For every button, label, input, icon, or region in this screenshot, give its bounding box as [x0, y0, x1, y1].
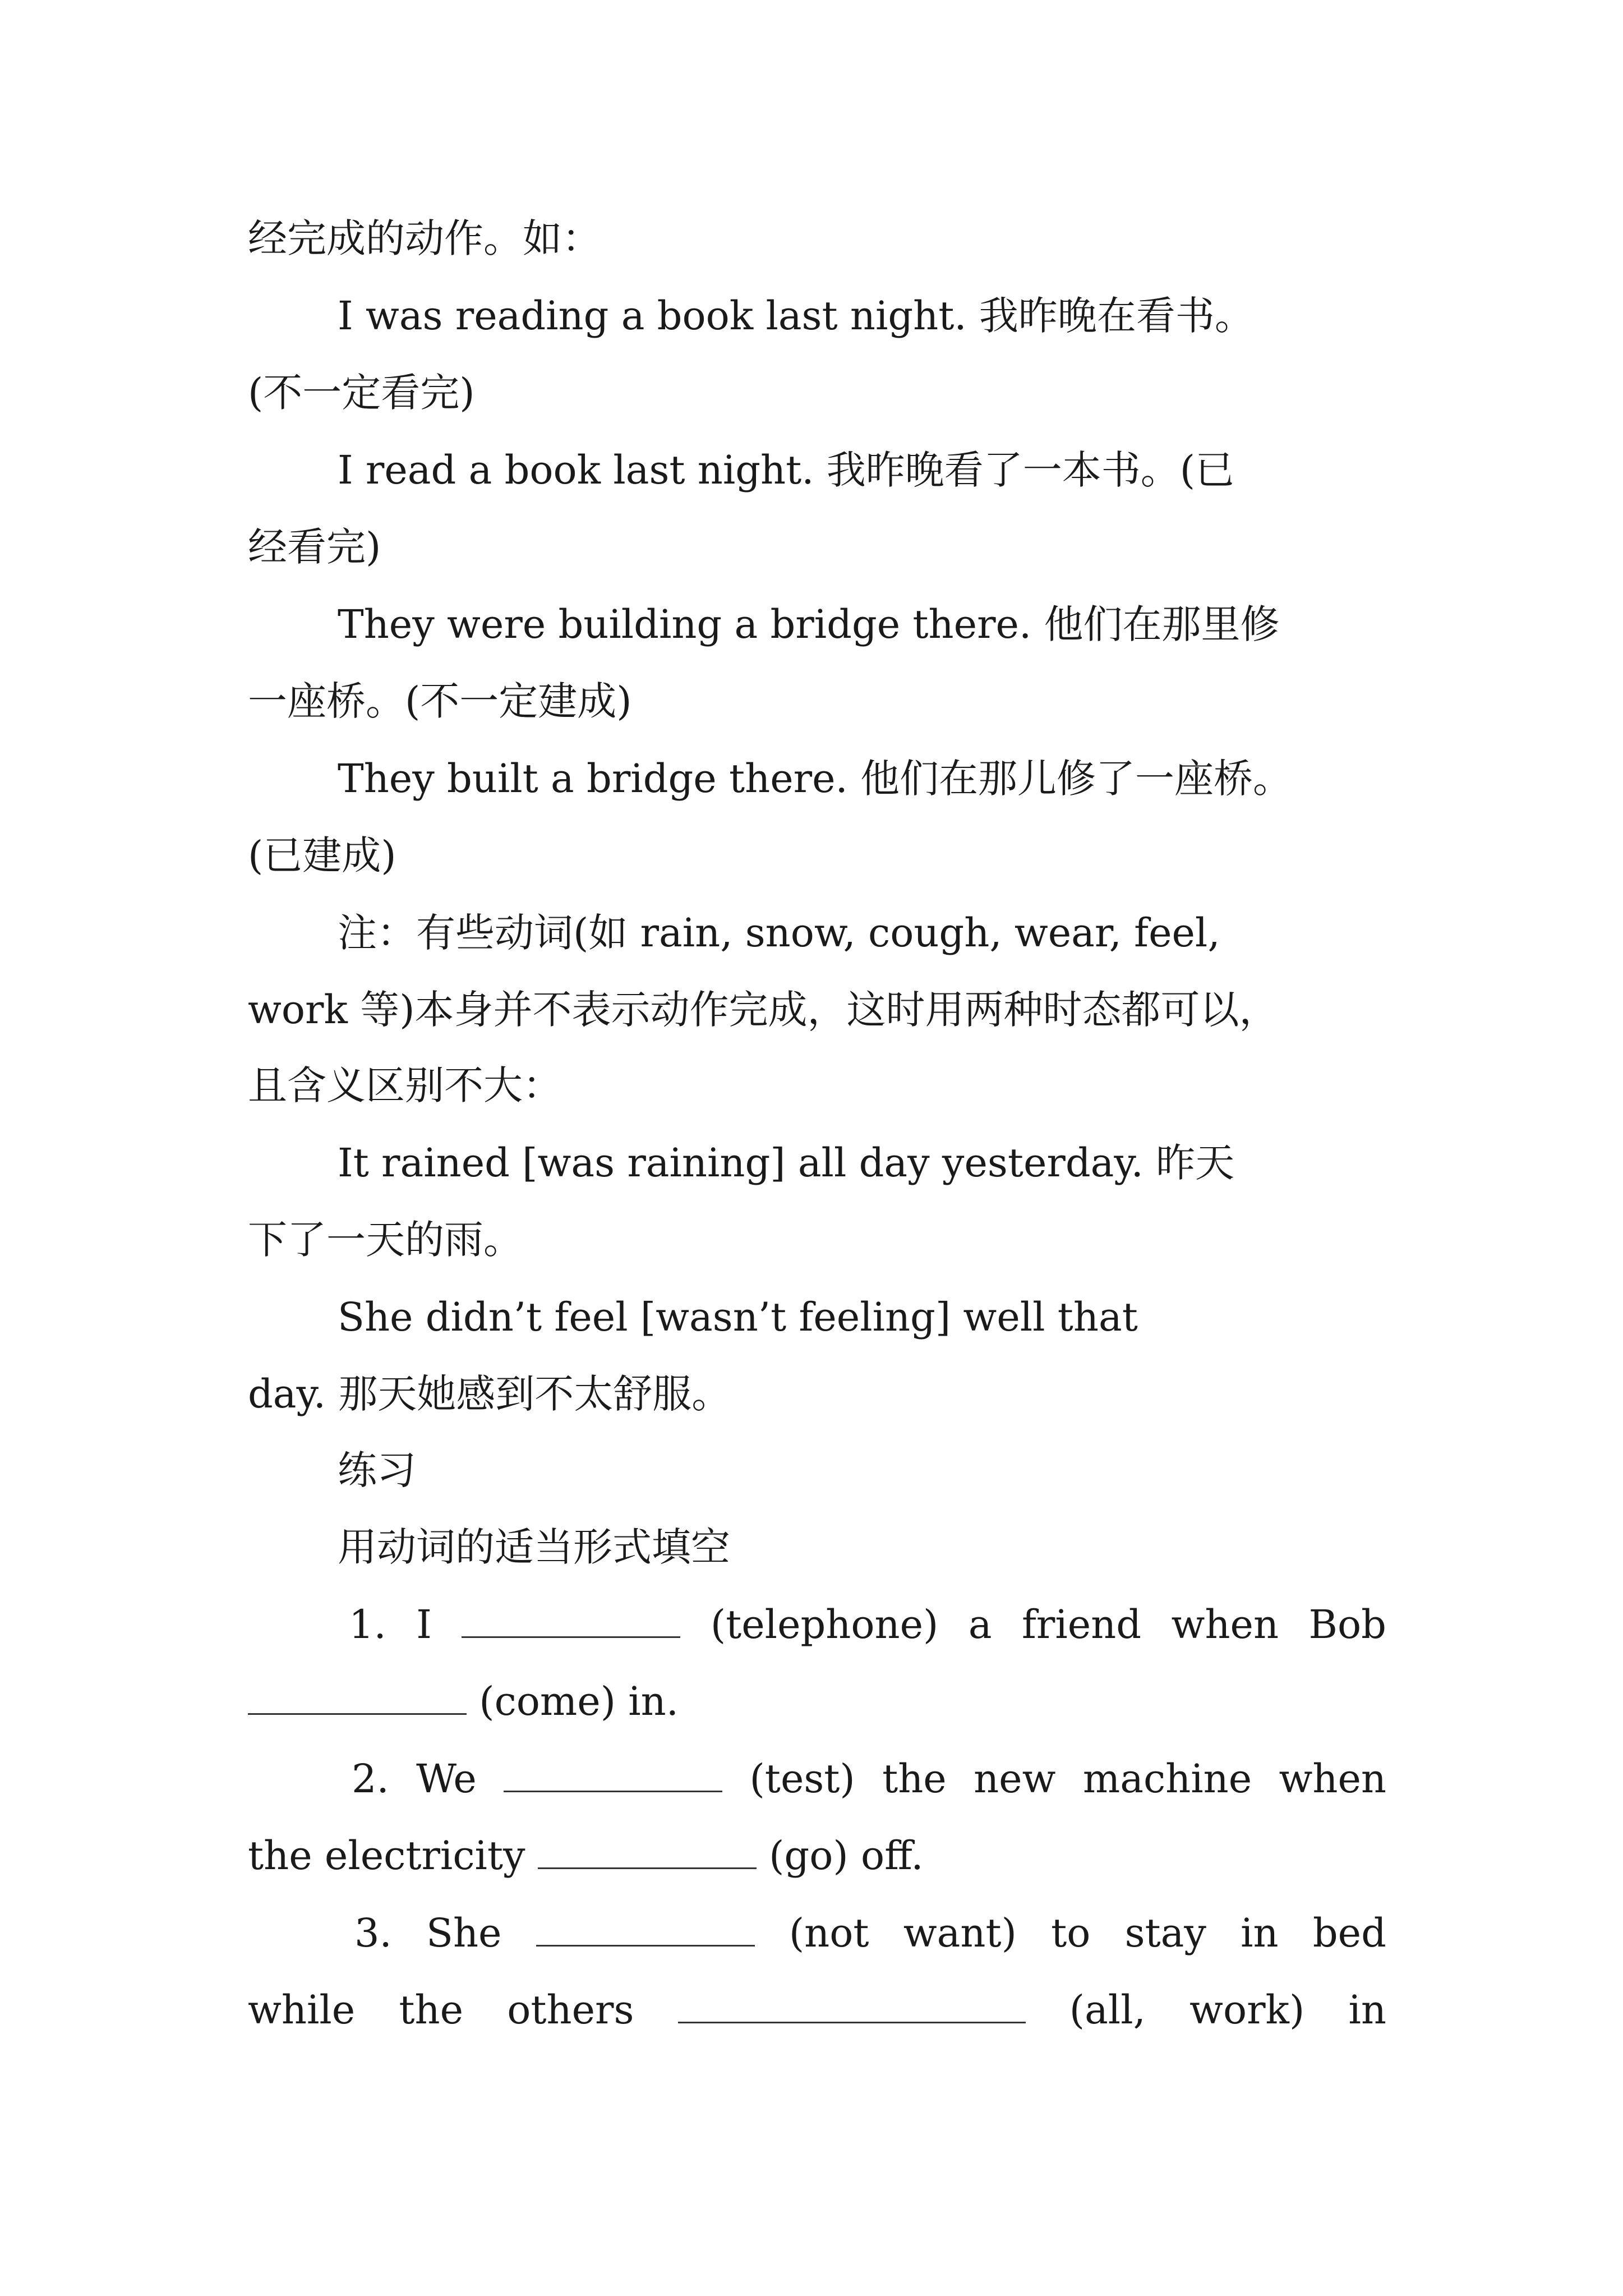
exercise-word: Bob	[1308, 1602, 1386, 1648]
answer-blank[interactable]	[248, 1680, 467, 1715]
example-line: day. 那天她感到不太舒服。	[248, 1371, 731, 1417]
exercise-word: I	[416, 1602, 432, 1648]
exercise-2-line-1	[352, 1754, 1386, 1804]
example-line: She didn’t feel [wasn’t feeling] well that	[338, 1294, 1138, 1340]
exercise-word: the electricity	[248, 1833, 525, 1879]
exercise-word: bed	[1312, 1910, 1386, 1956]
example-line: They built a bridge there. 他们在那儿修了一座桥。	[338, 756, 1293, 802]
instruction-line: 用动词的适当形式填空	[338, 1524, 730, 1570]
exercise-word: (telephone)	[710, 1602, 939, 1648]
exercise-word: We	[416, 1756, 477, 1802]
example-line: (不一定看完)	[248, 370, 475, 416]
exercise-number: 2.	[352, 1756, 389, 1802]
exercise-word: the	[399, 1987, 464, 2033]
exercise-word: (go) off.	[769, 1833, 924, 1879]
exercise-word: when	[1279, 1756, 1386, 1802]
answer-blank[interactable]	[504, 1757, 722, 1792]
exercise-1-line-2	[248, 1676, 1386, 1727]
exercise-word: friend	[1022, 1602, 1142, 1648]
exercise-1-line-1	[349, 1599, 1386, 1650]
exercise-word: machine	[1082, 1756, 1252, 1802]
paragraph-line: 经完成的动作。如：	[248, 215, 601, 261]
note-line: 注：有些动词(如 rain, snow, cough, wear, feel,	[338, 910, 1220, 956]
example-line: I read a book last night. 我昨晚看了一本书。(已	[338, 447, 1235, 493]
exercise-word: while	[248, 1987, 356, 2033]
answer-blank[interactable]	[462, 1603, 680, 1638]
exercise-word: (test)	[749, 1756, 855, 1802]
exercise-2-line-2	[248, 1830, 1386, 1881]
note-line: 且含义区别不大：	[248, 1062, 562, 1108]
example-line: It rained [was raining] all day yesterday. 昨天	[338, 1140, 1235, 1186]
example-line: 经看完)	[248, 524, 381, 570]
example-line: 一座桥。(不一定建成)	[248, 678, 632, 724]
exercise-3-line-1	[354, 1908, 1386, 1958]
answer-blank[interactable]	[678, 1988, 1026, 2023]
exercise-word: She	[426, 1910, 502, 1956]
exercise-word: in	[1348, 1987, 1386, 2033]
exercise-word: want)	[903, 1910, 1017, 1956]
example-line: (已建成)	[248, 832, 396, 878]
exercise-3-line-2	[248, 1985, 1386, 2035]
exercise-word: (come) in.	[479, 1678, 679, 1724]
example-line: I was reading a book last night. 我昨晚在看书。	[338, 293, 1254, 339]
exercise-word: a	[968, 1602, 992, 1648]
section-heading: 练习	[338, 1447, 416, 1493]
exercise-word: in	[1241, 1910, 1279, 1956]
answer-blank[interactable]	[538, 1834, 757, 1869]
exercise-word: stay	[1124, 1910, 1206, 1956]
exercise-word: new	[974, 1756, 1056, 1802]
example-line: 下了一天的雨。	[248, 1217, 523, 1263]
exercise-number: 1.	[349, 1602, 386, 1648]
exercise-word: (all,	[1069, 1987, 1146, 2033]
answer-blank[interactable]	[536, 1911, 755, 1947]
exercise-word: work)	[1189, 1987, 1305, 2033]
exercise-word: to	[1051, 1910, 1091, 1956]
exercise-number: 3.	[354, 1910, 392, 1956]
example-line: They were building a bridge there. 他们在那里修	[338, 601, 1280, 647]
exercise-word: when	[1171, 1602, 1279, 1648]
exercise-word: others	[507, 1987, 634, 2033]
exercise-word: (not	[789, 1910, 869, 1956]
note-line: work 等)本身并不表示动作完成，这时用两种时态都可以，	[248, 987, 1279, 1033]
exercise-word: the	[882, 1756, 947, 1802]
